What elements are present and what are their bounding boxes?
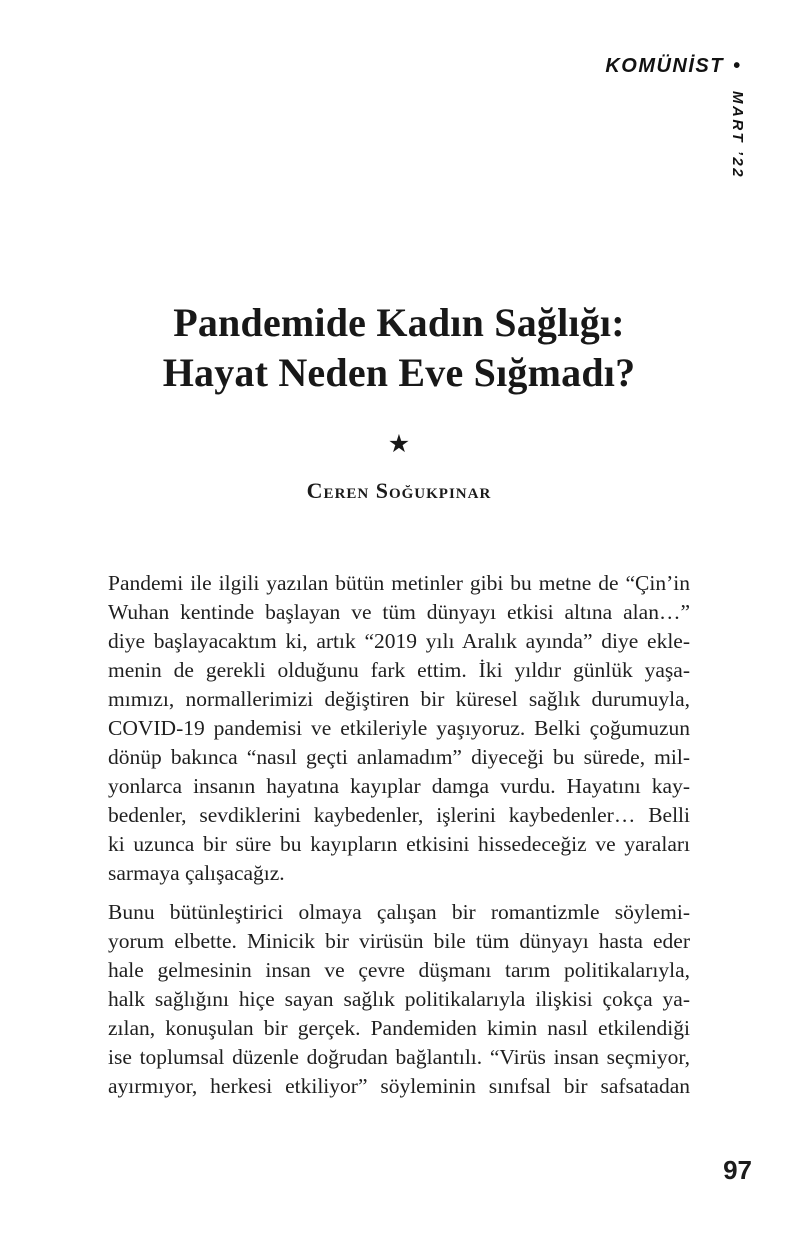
issue-date: MART ’22 — [729, 91, 746, 180]
masthead — [605, 55, 740, 78]
text-line: Wuhan kentinde başlayan ve tüm dünyayı etkisi altına alan…” — [108, 600, 690, 624]
text-line: yonlarca insanın hayatına kayıplar damga vurdu. Hayatını kay- — [108, 774, 690, 798]
text-line: dönüp bakınca “nasıl geçti anlamadım” diyeceği bu sürede, mil- — [108, 745, 690, 769]
text-line: menin de gerekli olduğunu fark ettim. İki yıldır günlük yaşa- — [108, 658, 690, 682]
text-line: mımızı, normallerimizi değiştiren bir küresel sağlık durumuyla, — [108, 687, 690, 711]
text-line: yorum elbette. Minicik bir virüsün bile tüm dünyayı hasta eder — [108, 929, 690, 953]
title-line-1: Pandemide Kadın Sağlığı: — [173, 300, 625, 345]
text-line: ayırmıyor, herkesi etkiliyor” söyleminin sınıfsal bir safsatadan — [108, 1074, 690, 1098]
journal-title: KOMÜNİST — [605, 55, 724, 77]
text-line: zılan, konuşulan bir gerçek. Pandemiden kimin nasıl etkilendiği — [108, 1016, 690, 1040]
paragraph-2 — [108, 898, 690, 1101]
text-line: COVID-19 pandemisi ve etkileriyle yaşıyoruz. Belki çoğumuzun — [108, 716, 690, 740]
title-line-2: Hayat Neden Eve Sığmadı? — [162, 350, 636, 395]
page-number: 97 — [723, 1155, 752, 1185]
text-line: bedenler, sevdiklerini kaybedenler, işlerini kaybedenler… Belli — [108, 803, 690, 827]
text-line: diye başlayacaktım ki, artık “2019 yılı Aralık ayında” diye ekle- — [108, 629, 690, 653]
article-body — [108, 569, 690, 1101]
text-line: Bunu bütünleştirici olmaya çalışan bir romantizmle söylemi- — [108, 900, 690, 924]
text-line: ki uzunca bir süre bu kayıpların etkisini hissedeceğiz ve yaraları — [108, 832, 690, 856]
text-line: halk sağlığını hiçe sayan sağlık politikalarıyla ilişkisi çokça ya- — [108, 987, 690, 1011]
article-title — [108, 298, 690, 398]
bullet-icon: • — [732, 55, 740, 77]
text-line: ise toplumsal düzenle doğrudan bağlantılı. “Virüs insan seçmiyor, — [108, 1045, 690, 1069]
paragraph-1 — [108, 569, 690, 888]
star-divider-icon: ★ — [387, 431, 411, 458]
text-line: Pandemi ile ilgili yazılan bütün metinler gibi bu metne de “Çin’in — [108, 571, 690, 595]
text-line: sarmaya çalışacağız. — [108, 861, 285, 885]
author-name: Ceren Soğukpınar — [306, 478, 492, 503]
text-line: hale gelmesinin insan ve çevre düşmanı tarım politikalarıyla, — [108, 958, 690, 982]
